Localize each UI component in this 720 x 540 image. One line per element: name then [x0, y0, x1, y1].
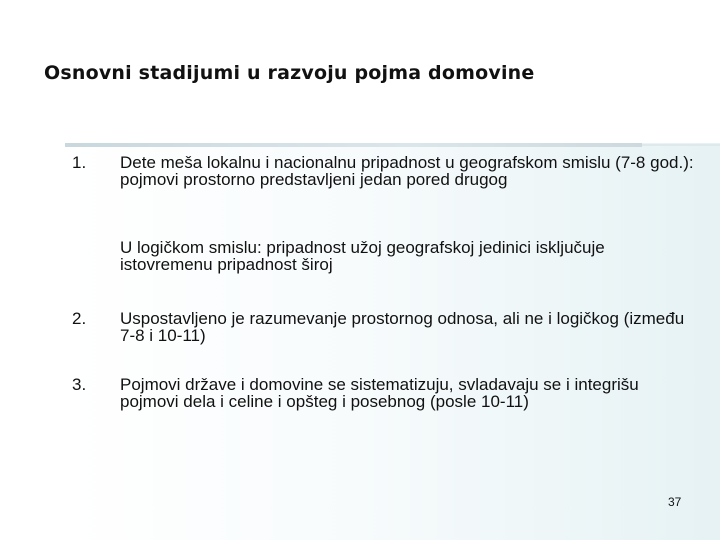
list-item-text: Dete meša lokalnu i nacionalnu pripadnost u geografskom smislu (7-8 god.): pojmovi prostorno predstavljeni jedan pored drugog	[120, 153, 694, 189]
page-number: 37	[668, 495, 682, 509]
top-rule	[65, 143, 642, 147]
list-item-text: Pojmovi države i domovine se sistematizuju, svladavaju se i integrišu pojmovi dela i celine i opšteg i posebnog (posle 10-11)	[120, 375, 639, 411]
list-item-number: 2.	[72, 309, 87, 328]
list-item-text: Uspostavljeno je razumevanje prostornog odnosa, ali ne i logičkog (između 7-8 i 10-11)	[120, 309, 685, 345]
list-item-text: U logičkom smislu: pripadnost užoj geografskoj jedinici isključuje istovremenu pripadnost široj	[120, 238, 605, 274]
list-item-number: 1.	[72, 153, 87, 172]
list-item-number: 3.	[72, 375, 87, 394]
slide-title: Osnovni stadijumi u razvoju pojma domovine	[44, 62, 535, 84]
top-rule-extension	[642, 144, 720, 146]
